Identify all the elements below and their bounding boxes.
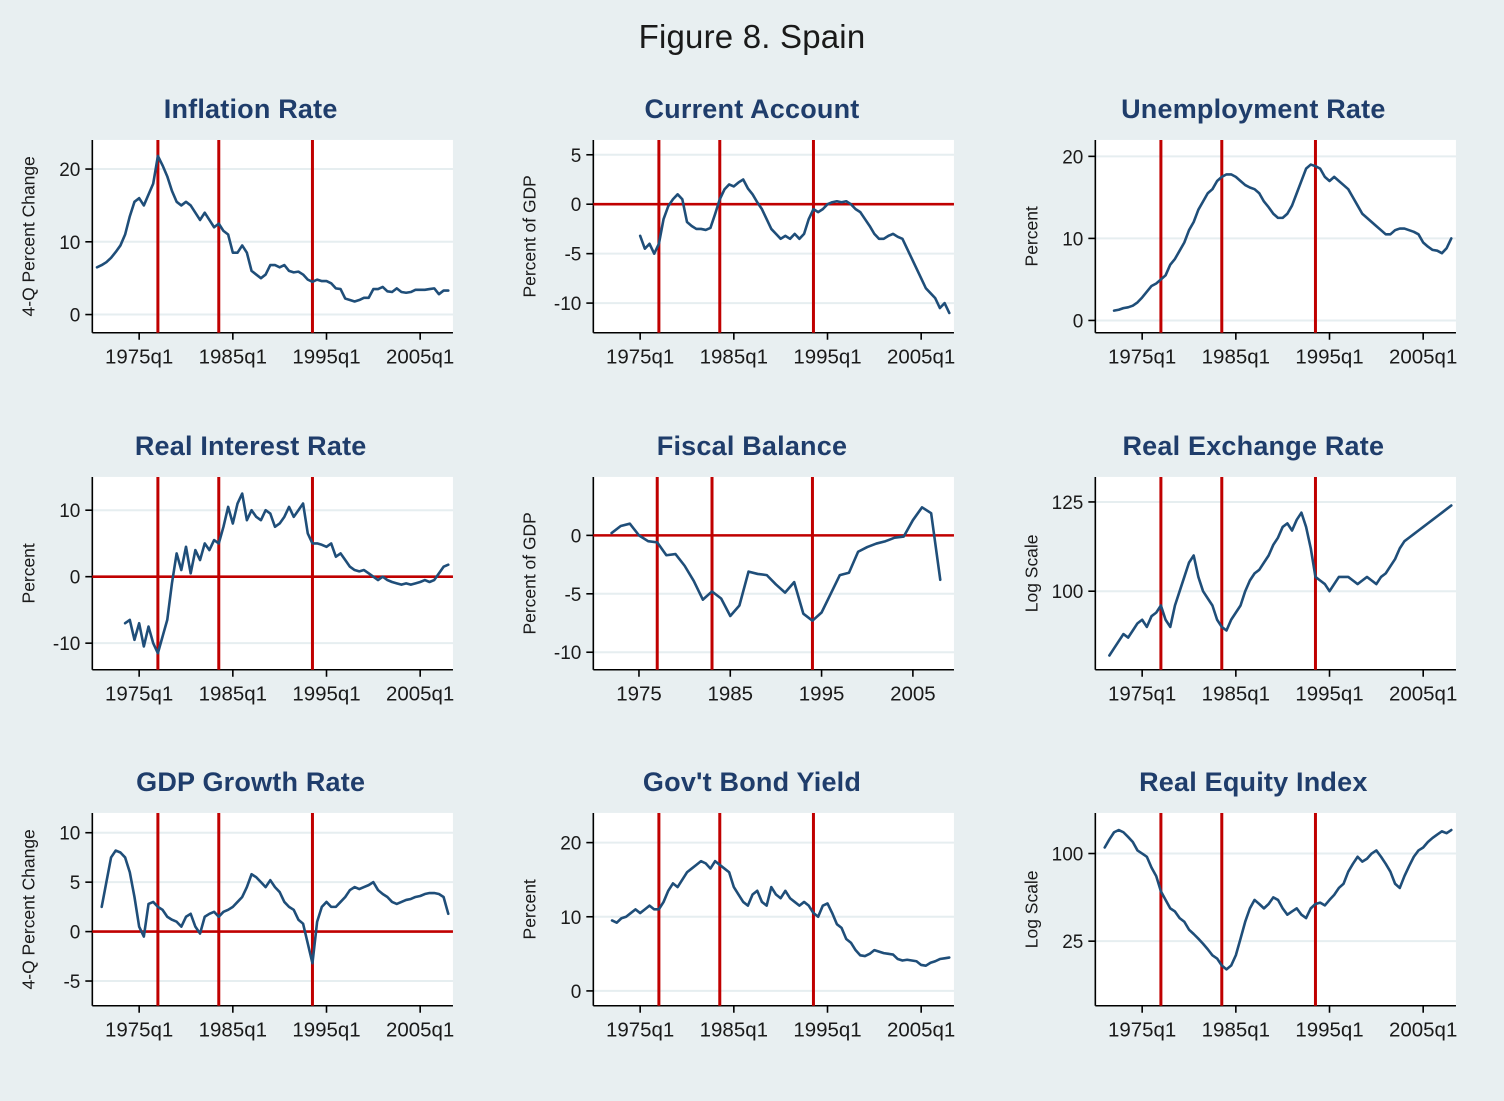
svg-text:10: 10 bbox=[560, 908, 582, 930]
svg-text:1985q1: 1985q1 bbox=[198, 1019, 267, 1043]
panel-fiscal-balance bbox=[501, 425, 1002, 762]
svg-text:1985q1: 1985q1 bbox=[1201, 1019, 1270, 1043]
panel-title: Real Interest Rate bbox=[134, 430, 367, 461]
panel-title: Real Exchange Rate bbox=[1122, 430, 1385, 461]
svg-text:Percent of GDP: Percent of GDP bbox=[519, 175, 540, 298]
plot-area bbox=[1003, 88, 1504, 425]
svg-text:5: 5 bbox=[571, 145, 582, 167]
panel-title: GDP Growth Rate bbox=[136, 767, 366, 798]
plot-svg bbox=[1003, 425, 1504, 762]
plot-svg bbox=[0, 761, 501, 1098]
svg-text:Percent: Percent bbox=[18, 542, 39, 604]
plot-area bbox=[1003, 761, 1504, 1098]
svg-text:1995: 1995 bbox=[799, 682, 845, 706]
svg-text:1995q1: 1995q1 bbox=[292, 1019, 361, 1043]
plot-area bbox=[0, 425, 501, 762]
plot-svg bbox=[501, 425, 1002, 762]
svg-text:0: 0 bbox=[69, 922, 81, 944]
svg-text:1975q1: 1975q1 bbox=[104, 682, 174, 706]
panel-title: Current Account bbox=[644, 94, 860, 124]
svg-text:1975q1: 1975q1 bbox=[105, 345, 174, 369]
svg-text:1975q1: 1975q1 bbox=[1107, 345, 1176, 369]
svg-text:1975q1: 1975q1 bbox=[105, 1019, 174, 1043]
plot-svg bbox=[501, 761, 1002, 1098]
svg-text:4-Q Percent Change: 4-Q Percent Change bbox=[18, 156, 39, 317]
svg-text:-5: -5 bbox=[564, 584, 582, 606]
panel-unemployment-rate bbox=[1003, 88, 1504, 425]
svg-text:2005q1: 2005q1 bbox=[1388, 345, 1457, 369]
svg-text:0: 0 bbox=[69, 567, 81, 589]
plot-area bbox=[501, 425, 1002, 762]
svg-text:Percent: Percent bbox=[519, 879, 540, 940]
svg-text:1975q1: 1975q1 bbox=[606, 1019, 675, 1043]
svg-text:1985q1: 1985q1 bbox=[198, 682, 267, 706]
panel-gdp-growth-rate bbox=[0, 761, 501, 1098]
svg-text:2005q1: 2005q1 bbox=[386, 345, 455, 369]
svg-text:100: 100 bbox=[1051, 581, 1083, 603]
svg-text:Log Scale: Log Scale bbox=[1021, 534, 1042, 612]
svg-text:1995q1: 1995q1 bbox=[793, 345, 862, 369]
panel-real-exchange-rate bbox=[1003, 425, 1504, 762]
svg-text:-5: -5 bbox=[564, 244, 582, 266]
svg-text:1985q1: 1985q1 bbox=[198, 345, 267, 369]
plot-svg bbox=[501, 88, 1002, 425]
plot-svg bbox=[0, 425, 501, 762]
panel-inflation-rate bbox=[0, 88, 501, 425]
svg-text:2005q1: 2005q1 bbox=[1388, 682, 1458, 706]
svg-text:100: 100 bbox=[1051, 844, 1084, 866]
svg-text:2005q1: 2005q1 bbox=[386, 682, 455, 706]
panel-real-equity-index bbox=[1003, 761, 1504, 1098]
svg-text:1995q1: 1995q1 bbox=[1295, 682, 1364, 706]
svg-text:1985q1: 1985q1 bbox=[700, 1019, 769, 1043]
panel-grid bbox=[0, 88, 1504, 1098]
svg-text:1975q1: 1975q1 bbox=[1107, 682, 1176, 706]
svg-text:1975: 1975 bbox=[616, 682, 663, 706]
plot-area bbox=[501, 761, 1002, 1098]
svg-text:2005q1: 2005q1 bbox=[887, 1019, 956, 1043]
panel-govt-bond-yield bbox=[501, 761, 1002, 1098]
svg-text:0: 0 bbox=[571, 195, 582, 217]
plot-area bbox=[501, 88, 1002, 425]
svg-text:10: 10 bbox=[1061, 229, 1084, 251]
svg-text:0: 0 bbox=[571, 982, 582, 1004]
svg-text:1995q1: 1995q1 bbox=[793, 1019, 862, 1043]
figure-title: Figure 8. Spain bbox=[638, 18, 866, 55]
panel-current-account bbox=[501, 88, 1002, 425]
svg-text:-10: -10 bbox=[554, 642, 582, 664]
svg-text:Log Scale: Log Scale bbox=[1021, 870, 1042, 949]
panel-title: Gov't Bond Yield bbox=[642, 767, 862, 798]
svg-text:1995q1: 1995q1 bbox=[292, 682, 361, 706]
svg-text:1985q1: 1985q1 bbox=[1201, 682, 1270, 706]
panel-title: Fiscal Balance bbox=[656, 430, 848, 461]
svg-text:1985q1: 1985q1 bbox=[700, 345, 769, 369]
svg-text:10: 10 bbox=[59, 232, 81, 254]
svg-text:2005q1: 2005q1 bbox=[1388, 1019, 1457, 1043]
svg-text:2005q1: 2005q1 bbox=[887, 345, 956, 369]
svg-text:20: 20 bbox=[59, 160, 81, 182]
svg-text:1995q1: 1995q1 bbox=[1295, 1019, 1364, 1043]
svg-text:0: 0 bbox=[69, 305, 81, 327]
panel-title: Unemployment Rate bbox=[1121, 94, 1386, 124]
svg-text:-10: -10 bbox=[554, 294, 582, 316]
svg-text:20: 20 bbox=[1061, 147, 1084, 169]
svg-text:125: 125 bbox=[1051, 492, 1083, 514]
svg-text:1995q1: 1995q1 bbox=[292, 345, 361, 369]
svg-text:-5: -5 bbox=[63, 972, 81, 994]
plot-svg bbox=[0, 88, 501, 425]
svg-text:10: 10 bbox=[59, 824, 81, 846]
svg-text:1975q1: 1975q1 bbox=[606, 345, 675, 369]
svg-text:0: 0 bbox=[571, 526, 582, 548]
plot-svg bbox=[1003, 761, 1504, 1098]
svg-text:25: 25 bbox=[1061, 932, 1084, 954]
svg-text:4-Q Percent Change: 4-Q Percent Change bbox=[18, 829, 39, 990]
svg-text:0: 0 bbox=[1072, 311, 1084, 333]
svg-text:Percent: Percent bbox=[1021, 206, 1042, 267]
svg-text:10: 10 bbox=[59, 500, 81, 522]
svg-text:1995q1: 1995q1 bbox=[1295, 345, 1364, 369]
svg-text:-10: -10 bbox=[52, 633, 81, 655]
plot-area bbox=[0, 88, 501, 425]
svg-text:5: 5 bbox=[69, 873, 81, 895]
plot-svg bbox=[1003, 88, 1504, 425]
svg-text:1985: 1985 bbox=[707, 682, 754, 706]
svg-text:1985q1: 1985q1 bbox=[1201, 345, 1270, 369]
plot-area bbox=[0, 761, 501, 1098]
panel-real-interest-rate bbox=[0, 425, 501, 762]
plot-area bbox=[1003, 425, 1504, 762]
svg-text:2005q1: 2005q1 bbox=[386, 1019, 455, 1043]
panel-title: Inflation Rate bbox=[163, 94, 338, 124]
svg-text:Percent of GDP: Percent of GDP bbox=[519, 511, 540, 635]
panel-title: Real Equity Index bbox=[1139, 767, 1368, 798]
svg-text:1975q1: 1975q1 bbox=[1107, 1019, 1176, 1043]
svg-text:2005: 2005 bbox=[890, 682, 936, 706]
svg-text:20: 20 bbox=[560, 833, 582, 855]
